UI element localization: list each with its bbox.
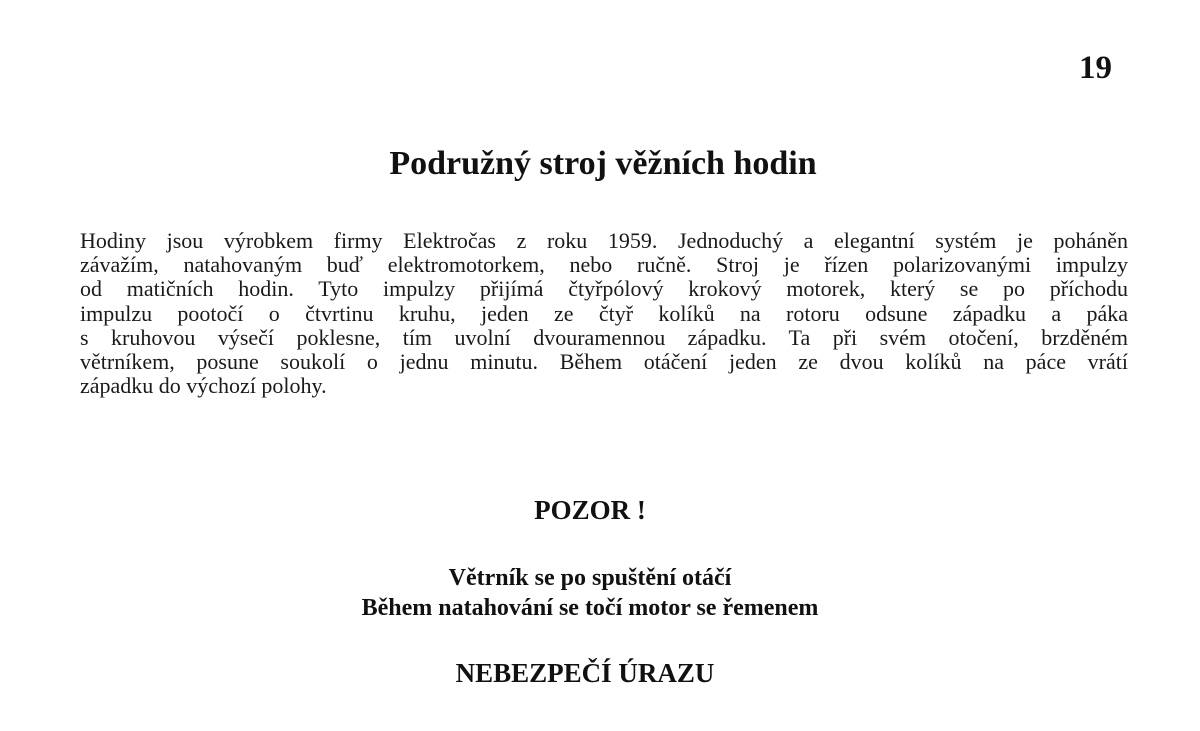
- body-line: závažím, natahovaným buď elektromotorkem, nebo ručně. Stroj je řízen polarizovanými impulzy: [80, 252, 1128, 278]
- body-line: Hodiny jsou výrobkem firmy Elektročas z roku 1959. Jednoduchý a elegantní systém je poháněn: [80, 228, 1128, 253]
- page-number: 19: [1079, 50, 1112, 86]
- body-paragraph: [80, 229, 1128, 398]
- warning-lines: [0, 563, 1180, 623]
- danger-notice: NEBEZPEČÍ ÚRAZU: [455, 658, 715, 688]
- body-line: od matičních hodin. Tyto impulzy přijímá čtyřpólový krokový motorek, který se po příchodu: [80, 276, 1128, 302]
- warning-line: Během natahování se točí motor se řemenem: [361, 595, 819, 621]
- body-line: západku do výchozí polohy.: [80, 373, 327, 399]
- body-line: impulzu pootočí o čtvrtinu kruhu, jeden ze čtyř kolíků na rotoru odsune západku a páka: [80, 300, 1128, 326]
- body-line: větrníkem, posune soukolí o jednu minutu. Během otáčení jeden ze dvou kolíků na páce vrátí: [80, 349, 1128, 375]
- warning-line: Větrník se po spuštění otáčí: [448, 565, 732, 591]
- warning-heading: POZOR !: [534, 495, 646, 525]
- page-title: Podružný stroj věžních hodin: [389, 145, 817, 182]
- body-line: s kruhovou výsečí poklesne, tím uvolní dvouramennou západku. Ta při svém otočení, brzděném: [80, 324, 1128, 350]
